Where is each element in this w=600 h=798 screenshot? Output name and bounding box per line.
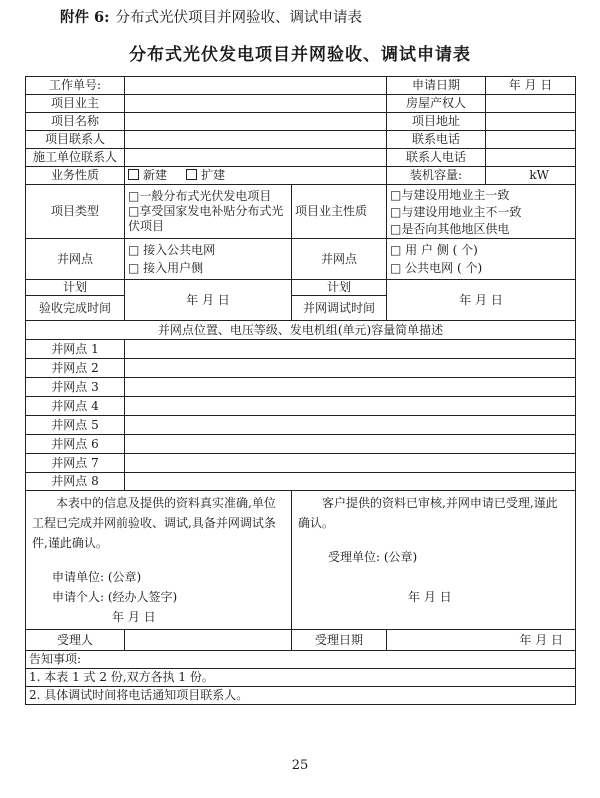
supply-other-area-checkbox[interactable]: □是否向其他地区供电 — [390, 222, 510, 236]
project-owner-field[interactable] — [125, 95, 387, 113]
grid-point-5-field[interactable] — [125, 416, 576, 435]
project-address-label: 项目地址 — [387, 113, 486, 131]
applicant-declaration — [26, 491, 292, 630]
user-side-checkbox[interactable]: □ 接入用户侧 — [128, 261, 204, 275]
project-name-field[interactable] — [125, 113, 387, 131]
work-order-label: 工作单号: — [26, 77, 125, 95]
applicant-statement: 本表中的信息及提供的资料真实准确,单位工程已完成并网前验收、调试,具备并网调试条件,谨此确认。 — [32, 496, 276, 550]
attachment-heading — [60, 6, 362, 27]
checkbox-icon — [186, 169, 197, 180]
acceptance-time-label: 验收完成时间 — [26, 296, 125, 321]
apply-sign-date[interactable]: 年 月 日 — [112, 610, 156, 624]
table-row — [26, 473, 576, 491]
grid-point-2-field[interactable] — [125, 359, 576, 378]
apply-date-label: 申请日期 — [387, 77, 486, 95]
accept-sign-date[interactable]: 年 月 日 — [408, 590, 452, 604]
grid-point-label: 并网点 — [26, 239, 125, 280]
subsidy-project-checkbox[interactable]: □享受国家发电补贴分布式光伏项目 — [128, 204, 284, 233]
row-description-header — [26, 321, 576, 340]
apply-unit-label: 申请单位: (公章) — [52, 570, 142, 584]
grid-point-3-field[interactable] — [125, 378, 576, 397]
contact-phone-field[interactable] — [486, 131, 576, 149]
accept-unit-label: 受理单位: (公章) — [328, 550, 418, 564]
project-address-field[interactable] — [486, 113, 576, 131]
plan-right-label: 计划 — [292, 280, 387, 296]
row-work-order — [26, 77, 576, 95]
reviewer-statement: 客户提供的资料已审核,并网申请已受理,谨此确认。 — [298, 496, 558, 530]
reviewer-declaration — [292, 491, 576, 630]
attachment-title: 分布式光伏项目并网验收、调试申请表 — [115, 10, 362, 26]
builder-contact-label: 施工单位联系人 — [26, 149, 125, 167]
public-grid-checkbox[interactable]: □ 接入公共电网 — [128, 243, 216, 257]
owner-nature-options — [387, 185, 576, 239]
notice-title: 告知事项: — [26, 651, 576, 669]
builder-contact-field[interactable] — [125, 149, 387, 167]
row-project-contact — [26, 131, 576, 149]
grid-point-options — [125, 239, 292, 280]
different-owner-checkbox[interactable]: □与建设用地业主不一致 — [390, 205, 522, 219]
project-type-label: 项目类型 — [26, 185, 125, 239]
contact-phone-label: 联系电话 — [387, 131, 486, 149]
project-contact-field[interactable] — [125, 131, 387, 149]
row-project-owner — [26, 95, 576, 113]
notice-item-1: 1. 本表 1 式 2 份,双方各执 1 份。 — [26, 669, 576, 687]
grid-point-4-label: 并网点 4 — [26, 397, 125, 416]
notice-item-2: 2. 具体调试时间将电话通知项目联系人。 — [26, 687, 576, 705]
acceptor-field[interactable] — [125, 630, 292, 651]
table-row — [26, 435, 576, 454]
grid-point-6-field[interactable] — [125, 435, 576, 454]
row-notice-2 — [26, 687, 576, 705]
form-title: 分布式光伏发电项目并网验收、调试申请表 — [129, 45, 471, 65]
row-project-type — [26, 185, 576, 239]
row-notice-1 — [26, 669, 576, 687]
grid-point-right-options — [387, 239, 576, 280]
table-row — [26, 359, 576, 378]
row-grid-point — [26, 239, 576, 280]
expand-label: 扩建 — [201, 168, 226, 182]
contact-person-phone-field[interactable] — [486, 149, 576, 167]
project-type-options — [125, 185, 292, 239]
grid-point-4-field[interactable] — [125, 397, 576, 416]
new-build-checkbox[interactable] — [128, 168, 167, 182]
grid-point-8-field[interactable] — [125, 473, 576, 491]
property-owner-label: 房屋产权人 — [387, 95, 486, 113]
grid-point-7-field[interactable] — [125, 454, 576, 473]
checkbox-icon — [128, 169, 139, 180]
grid-point-right-label: 并网点 — [292, 239, 387, 280]
general-project-checkbox[interactable]: □一般分布式光伏发电项目 — [128, 189, 272, 203]
capacity-field[interactable]: kW — [486, 167, 576, 185]
grid-point-2-label: 并网点 2 — [26, 359, 125, 378]
grid-point-1-label: 并网点 1 — [26, 340, 125, 359]
acceptance-date-field[interactable]: 年 月 日 — [125, 280, 292, 321]
plan-label: 计划 — [26, 280, 125, 296]
acceptor-label: 受理人 — [26, 630, 125, 651]
application-form-table — [25, 76, 576, 705]
grid-point-3-label: 并网点 3 — [26, 378, 125, 397]
table-row — [26, 454, 576, 473]
grid-point-1-field[interactable] — [125, 340, 576, 359]
public-grid-count-checkbox[interactable]: □ 公共电网 ( 个) — [390, 261, 483, 275]
apply-date-field[interactable]: 年 月 日 — [486, 77, 576, 95]
row-acceptance — [26, 630, 576, 651]
description-header: 并网点位置、电压等级、发电机组(单元)容量简单描述 — [26, 321, 576, 340]
row-business-type — [26, 167, 576, 185]
grid-point-7-label: 并网点 7 — [26, 454, 125, 473]
table-row — [26, 416, 576, 435]
table-row — [26, 397, 576, 416]
project-owner-label: 项目业主 — [26, 95, 125, 113]
grid-point-8-label: 并网点 8 — [26, 473, 125, 491]
same-owner-checkbox[interactable]: □与建设用地业主一致 — [390, 188, 510, 202]
row-plan — [26, 280, 576, 296]
row-notice-title — [26, 651, 576, 669]
user-side-count-checkbox[interactable]: □ 用 户 侧 ( 个) — [390, 243, 478, 257]
grid-point-6-label: 并网点 6 — [26, 435, 125, 454]
property-owner-field[interactable] — [486, 95, 576, 113]
project-contact-label: 项目联系人 — [26, 131, 125, 149]
business-type-options — [125, 167, 387, 185]
page-number: 25 — [291, 758, 309, 773]
expand-checkbox[interactable] — [186, 168, 225, 182]
business-type-label: 业务性质 — [26, 167, 125, 185]
apply-person-label: 申请个人: (经办人签字) — [52, 590, 178, 604]
owner-nature-label: 项目业主性质 — [292, 185, 387, 239]
row-project-name — [26, 113, 576, 131]
grid-point-5-label: 并网点 5 — [26, 416, 125, 435]
row-declaration — [26, 491, 576, 630]
new-build-label: 新建 — [143, 168, 168, 182]
project-name-label: 项目名称 — [26, 113, 125, 131]
row-builder-contact — [26, 149, 576, 167]
accept-date-label: 受理日期 — [292, 630, 387, 651]
table-row — [26, 340, 576, 359]
debug-time-label: 并网调试时间 — [292, 296, 387, 321]
contact-person-phone-label: 联系人电话 — [387, 149, 486, 167]
work-order-field[interactable] — [125, 77, 387, 95]
attachment-label: 附件 6: — [60, 9, 110, 26]
accept-date-field[interactable]: 年 月 日 — [387, 630, 576, 651]
debug-date-field[interactable]: 年 月 日 — [387, 280, 576, 321]
table-row — [26, 378, 576, 397]
capacity-label: 装机容量: — [387, 167, 486, 185]
